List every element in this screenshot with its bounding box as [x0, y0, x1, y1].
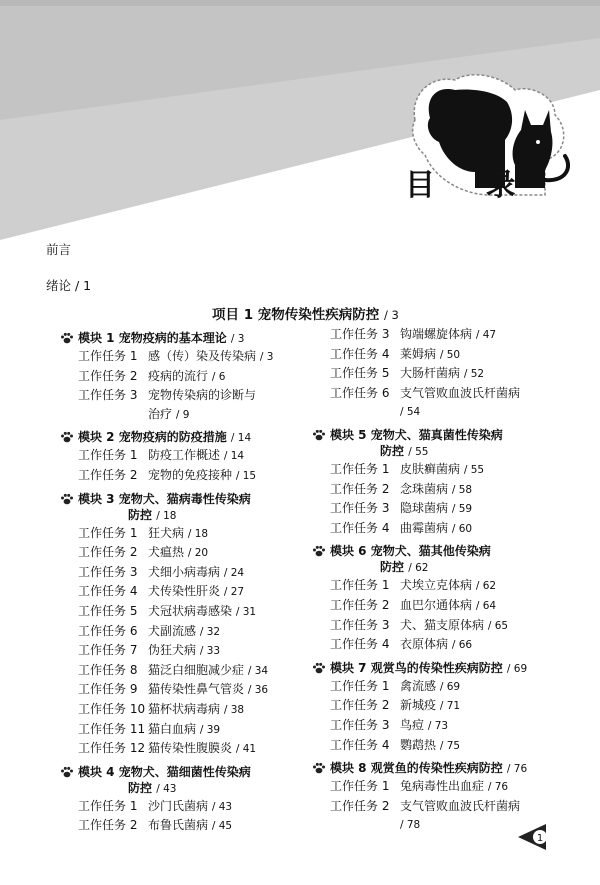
toc-module-entry[interactable]: [60, 764, 330, 797]
task-title: 沙门氏菌病: [148, 798, 209, 813]
task-title: 犬冠状病毒感染: [148, 603, 233, 618]
task-page: / 6: [211, 370, 226, 383]
task-title: 钩端螺旋体病: [400, 327, 473, 341]
task-page: / 34: [247, 664, 269, 677]
module-title-cont: 防控: [380, 560, 405, 575]
module-title: 宠物犬、猫真菌性传染病: [370, 427, 503, 442]
task-label: 工作任务 5: [330, 366, 390, 381]
task-title: 防疫工作概述: [148, 448, 221, 463]
task-page: / 62: [475, 580, 497, 593]
task-label: 工作任务 3: [330, 717, 390, 732]
paw-icon: [60, 332, 74, 344]
task-page: / 43: [211, 800, 233, 813]
toc-task-entry[interactable]: [312, 480, 582, 500]
module-page: / 69: [506, 662, 528, 675]
paw-icon: [312, 429, 326, 441]
toc-task-entry[interactable]: [312, 364, 582, 384]
task-label: 工作任务 6: [78, 623, 138, 638]
task-title: 新城疫: [400, 698, 437, 713]
task-label: 工作任务 4: [330, 637, 390, 652]
task-page: / 76: [487, 781, 509, 794]
toc-module-entry[interactable]: [312, 427, 582, 460]
task-title: 支气管败血波氏杆菌病: [400, 798, 521, 813]
toc-task-entry[interactable]: [312, 635, 582, 655]
toc-task-entry[interactable]: [60, 720, 330, 740]
toc-task-entry[interactable]: [60, 582, 330, 602]
task-title: 宠物的免疫接种: [148, 467, 233, 482]
task-label: 工作任务 2: [78, 467, 138, 482]
task-page: / 64: [475, 599, 497, 612]
task-label: 工作任务 2: [330, 597, 390, 612]
toc-entry-introduction[interactable]: [46, 276, 91, 294]
task-page: / 65: [487, 619, 509, 632]
task-page: / 18: [187, 527, 209, 540]
introduction-page: / 1: [75, 278, 92, 293]
task-page: / 52: [463, 368, 485, 381]
module-title: 宠物疫病的基本理论: [118, 331, 227, 345]
module-title: 观赏鱼的传染性疾病防控: [370, 761, 503, 776]
task-label: 工作任务 7: [78, 643, 138, 658]
task-page: / 69: [439, 680, 461, 693]
toc-task-entry[interactable]: [60, 446, 330, 466]
task-label: 工作任务 2: [330, 481, 390, 496]
toc-task-entry[interactable]: [60, 543, 330, 563]
paw-icon: [312, 762, 326, 774]
module-page: / 43: [156, 782, 177, 795]
toc-task-entry[interactable]: [312, 736, 582, 756]
task-page: / 50: [439, 348, 461, 361]
task-title: 伪狂犬病: [148, 643, 197, 658]
task-page: / 47: [475, 329, 497, 341]
task-title: 兔病毒性出血症: [400, 779, 485, 794]
task-label: 工作任务 2: [78, 368, 138, 383]
toc-task-entry[interactable]: [60, 602, 330, 622]
task-title: 疫病的流行: [148, 368, 209, 383]
task-title: 狂犬病: [148, 525, 185, 540]
task-label: 工作任务 3: [330, 327, 390, 341]
paw-icon: [60, 431, 74, 443]
task-label: 工作任务 12: [78, 741, 146, 756]
task-page: / 9: [175, 408, 190, 421]
task-title: 猫杯状病毒病: [148, 701, 221, 716]
task-page: / 3: [259, 351, 274, 363]
task-page: / 54: [400, 406, 421, 419]
task-title: 禽流感: [400, 678, 437, 693]
toc-task-entry[interactable]: [60, 641, 330, 661]
paw-icon: [60, 766, 74, 778]
task-title: 鹦鹉热: [400, 737, 437, 752]
task-title: 血巴尔通体病: [400, 597, 473, 612]
task-page: / 24: [223, 566, 245, 579]
project-title: 宠物传染性疾病防控: [257, 307, 380, 323]
task-page: / 55: [463, 463, 485, 476]
task-title: 念珠菌病: [400, 481, 449, 496]
paw-icon: [312, 662, 326, 674]
toc-task-entry[interactable]: [312, 499, 582, 519]
task-page: / 71: [439, 700, 461, 713]
module-page: / 76: [506, 763, 528, 776]
task-title: 猫白血病: [148, 721, 197, 736]
task-label: 工作任务 3: [330, 617, 390, 632]
task-label: 工作任务 1: [78, 525, 138, 540]
toc-entry-preface[interactable]: [46, 240, 71, 258]
toc-task-entry[interactable]: [312, 460, 582, 480]
task-label: 工作任务 2: [330, 798, 390, 813]
toc-task-entry[interactable]: [60, 797, 330, 817]
task-page: / 14: [223, 450, 245, 463]
task-label: 工作任务 1: [330, 678, 390, 693]
toc-task-entry[interactable]: [60, 524, 330, 544]
task-title: 猫传染性腹膜炎: [148, 741, 233, 756]
toc-task-entry[interactable]: [312, 345, 582, 365]
module-page: / 18: [156, 509, 177, 522]
task-label: 工作任务 2: [330, 698, 390, 713]
task-title-cont: 治疗: [148, 406, 173, 421]
task-label: 工作任务 3: [78, 564, 138, 579]
task-page: / 73: [427, 719, 449, 732]
module-title-cont: 防控: [380, 443, 405, 458]
task-title: 犬瘟热: [148, 545, 185, 560]
module-page: / 14: [230, 432, 252, 445]
task-title: 犬传染性肝炎: [148, 584, 221, 599]
task-label: 工作任务 4: [330, 520, 390, 535]
module-title: 宠物犬、猫细菌性传染病: [118, 764, 251, 779]
task-label: 工作任务 3: [330, 501, 390, 516]
toc-task-entry[interactable]: [60, 466, 330, 486]
task-title: 衣原体病: [400, 637, 449, 652]
module-label: 模块 6: [330, 544, 367, 559]
task-label: 工作任务 2: [78, 818, 138, 833]
toc-task-entry[interactable]: [312, 519, 582, 539]
preface-label: 前言: [46, 242, 72, 257]
task-page: / 59: [451, 503, 473, 516]
toc-module-entry[interactable]: [312, 543, 582, 576]
module-label: 模块 1: [78, 331, 115, 345]
task-label: 工作任务 1: [78, 798, 138, 813]
toc-task-entry[interactable]: [312, 696, 582, 716]
task-title: 感（传）染及传染病: [148, 349, 257, 363]
toc-task-entry[interactable]: [60, 347, 330, 367]
page-number-badge: [516, 822, 556, 852]
task-page: / 20: [187, 547, 209, 560]
toc-task-entry[interactable]: [312, 616, 582, 636]
module-page: / 55: [408, 445, 429, 458]
task-label: 工作任务 1: [330, 578, 390, 593]
task-label: 工作任务 10: [78, 701, 146, 716]
project-page: / 3: [384, 308, 399, 322]
toc-module-entry[interactable]: [312, 660, 582, 677]
task-title: 布鲁氏菌病: [148, 818, 209, 833]
toc-module-entry[interactable]: [312, 760, 582, 777]
task-label: 工作任务 4: [330, 346, 390, 361]
introduction-label: 绪论: [46, 278, 72, 293]
task-page: / 60: [451, 522, 473, 535]
page-number: 1: [536, 833, 544, 844]
module-page: / 62: [408, 562, 429, 575]
module-title-cont: 防控: [128, 507, 153, 522]
task-page: / 45: [211, 820, 233, 833]
task-page: / 32: [199, 625, 221, 638]
task-page: / 33: [199, 645, 221, 658]
task-page: / 36: [247, 684, 269, 697]
module-label: 模块 7: [330, 660, 367, 675]
task-label: 工作任务 9: [78, 682, 138, 697]
toc-task-entry[interactable]: [60, 563, 330, 583]
task-title: 鸟痘: [400, 717, 425, 732]
task-title: 猫泛白细胞减少症: [148, 662, 245, 677]
task-title: 犬埃立克体病: [400, 578, 473, 593]
module-title: 观赏鸟的传染性疾病防控: [370, 660, 503, 675]
module-label: 模块 5: [330, 427, 367, 442]
toc-left-column: [60, 325, 330, 836]
task-title: 犬、猫支原体病: [400, 617, 485, 632]
task-label: 工作任务 4: [330, 737, 390, 752]
toc-task-entry[interactable]: [312, 677, 582, 697]
toc-task-entry[interactable]: [60, 816, 330, 836]
task-label: 工作任务 11: [78, 721, 146, 736]
toc-module-entry[interactable]: [60, 429, 330, 446]
module-label: 模块 4: [78, 764, 115, 779]
toc-task-entry[interactable]: [60, 386, 330, 424]
toc-title: 目 录: [405, 168, 536, 203]
task-label: 工作任务 1: [330, 461, 390, 476]
module-label: 模块 8: [330, 761, 367, 776]
task-label: 工作任务 5: [78, 603, 138, 618]
project-heading[interactable]: [212, 303, 399, 323]
toc-right-column: [312, 325, 582, 835]
task-label: 工作任务 4: [78, 584, 138, 599]
module-title-cont: 防控: [128, 780, 153, 795]
paw-icon: [60, 493, 74, 505]
toc-module-entry[interactable]: [60, 491, 330, 524]
toc-task-entry[interactable]: [60, 367, 330, 387]
task-label: 工作任务 1: [330, 779, 390, 794]
task-page: / 39: [199, 723, 221, 736]
module-title: 宠物犬、猫其他传染病: [370, 544, 491, 559]
task-label: 工作任务 1: [78, 448, 138, 463]
task-title: 犬副流感: [148, 623, 197, 638]
paw-icon: [312, 545, 326, 557]
module-title: 宠物犬、猫病毒性传染病: [118, 491, 251, 506]
module-label: 模块 2: [78, 430, 115, 445]
task-page: / 15: [235, 469, 257, 482]
task-page: / 27: [223, 586, 245, 599]
module-title: 宠物疫病的防疫措施: [118, 430, 227, 445]
task-title: 大肠杆菌病: [400, 366, 461, 381]
task-page: / 41: [235, 743, 257, 756]
toc-module-entry[interactable]: [60, 330, 330, 347]
toc-task-entry[interactable]: [312, 384, 582, 422]
task-page: / 31: [235, 605, 257, 618]
module-page: / 3: [230, 333, 245, 345]
task-title: 隐球菌病: [400, 501, 449, 516]
task-title: 宠物传染病的诊断与: [148, 388, 257, 403]
task-title: 皮肤癣菌病: [400, 461, 461, 476]
task-page: / 38: [223, 703, 245, 716]
task-page: / 58: [451, 483, 473, 496]
task-title: 曲霉菌病: [400, 520, 449, 535]
task-page: / 78: [400, 819, 421, 832]
toc-task-entry[interactable]: [60, 661, 330, 681]
toc-task-entry[interactable]: [60, 622, 330, 642]
task-page: / 66: [451, 639, 473, 652]
toc-task-entry[interactable]: [312, 596, 582, 616]
toc-task-entry[interactable]: [60, 680, 330, 700]
toc-task-entry[interactable]: [312, 777, 582, 797]
task-page: / 75: [439, 739, 461, 752]
task-label: 工作任务 8: [78, 662, 138, 677]
toc-task-entry[interactable]: [312, 716, 582, 736]
toc-task-entry[interactable]: [60, 739, 330, 759]
project-label: 项目 1: [212, 307, 254, 323]
task-title: 支气管败血波氏杆菌病: [400, 385, 521, 400]
module-label: 模块 3: [78, 491, 115, 506]
toc-task-entry[interactable]: [312, 325, 582, 345]
task-label: 工作任务 6: [330, 385, 390, 400]
toc-task-entry[interactable]: [312, 576, 582, 596]
task-title: 莱姆病: [400, 346, 437, 361]
task-label: 工作任务 3: [78, 388, 138, 403]
toc-task-entry[interactable]: [60, 700, 330, 720]
task-label: 工作任务 2: [78, 545, 138, 560]
task-label: 工作任务 1: [78, 349, 138, 363]
task-title: 犬细小病毒病: [148, 564, 221, 579]
task-title: 猫传染性鼻气管炎: [148, 682, 245, 697]
